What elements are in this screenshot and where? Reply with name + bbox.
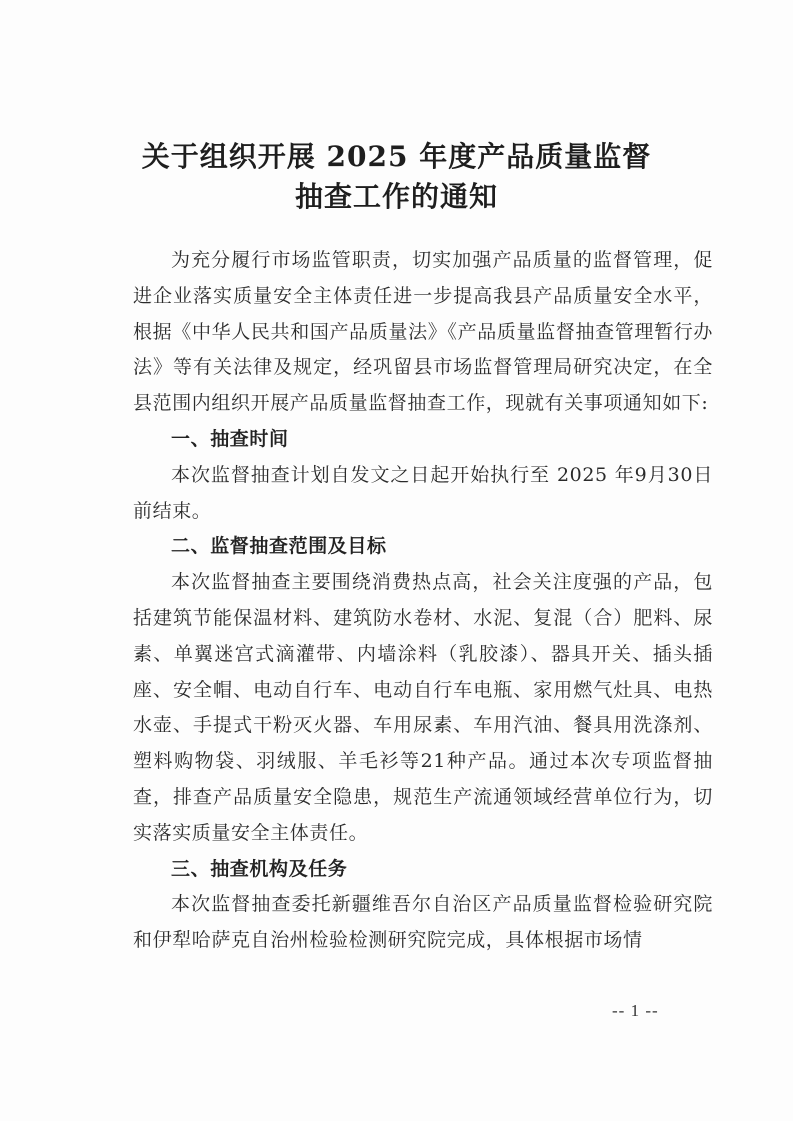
intro-paragraph: 为充分履行市场监管职责，切实加强产品质量的监督管理，促进企业落实质量安全主体责任进一步提高我县产品质量安全水平，根据《中华人民共和国产品质量法》《产品质量监督抽查管理暂行办法》等有关法律及规定，经巩留县市场监督管理局研究决定，在全县范围内组织开展产品质量监督抽查工作，现就有关事项通知如下: [133,249,713,415]
document-body [133,243,713,959]
page-number: -- 1 -- [612,1001,659,1020]
agencies-and-tasks-paragraph: 本次监督抽查委托新疆维吾尔自治区产品质量监督检验研究院和伊犁哈萨克自治州检验检测研究院完成，具体根据市场情 [133,893,713,952]
section-heading-agencies-and-tasks: 三、抽查机构及任务 [171,857,348,880]
scope-and-goals-paragraph: 本次监督抽查主要围绕消费热点高，社会关注度强的产品，包括建筑节能保温材料、建筑防水卷材、水泥、复混（合）肥料、尿素、单翼迷宫式滴灌带、内墙涂料（乳胶漆）、器具开关、插头插座、安全帽、电动自行车、电动自行车电瓶、家用燃气灶具、电热水壶、手提式干粉灭火器、车用尿素、车用汽油、餐具用洗涤剂、塑料购物袋、羽绒服、羊毛衫等21种产品。通过本次专项监督抽查，排查产品质量安全隐患，规范生产流通领域经营单位行为，切实落实质量安全主体责任。 [133,571,713,844]
document-title-line-1: 关于组织开展 2025 年度产品质量监督 [141,140,652,173]
inspection-time-paragraph: 本次监督抽查计划自发文之日起开始执行至 2025 年9月30日前结束。 [133,463,713,522]
section-heading-scope-and-goals: 二、监督抽查范围及目标 [171,535,387,558]
section-heading-inspection-time: 一、抽查时间 [171,427,289,450]
document-title-line-2: 抽查工作的通知 [294,180,498,213]
